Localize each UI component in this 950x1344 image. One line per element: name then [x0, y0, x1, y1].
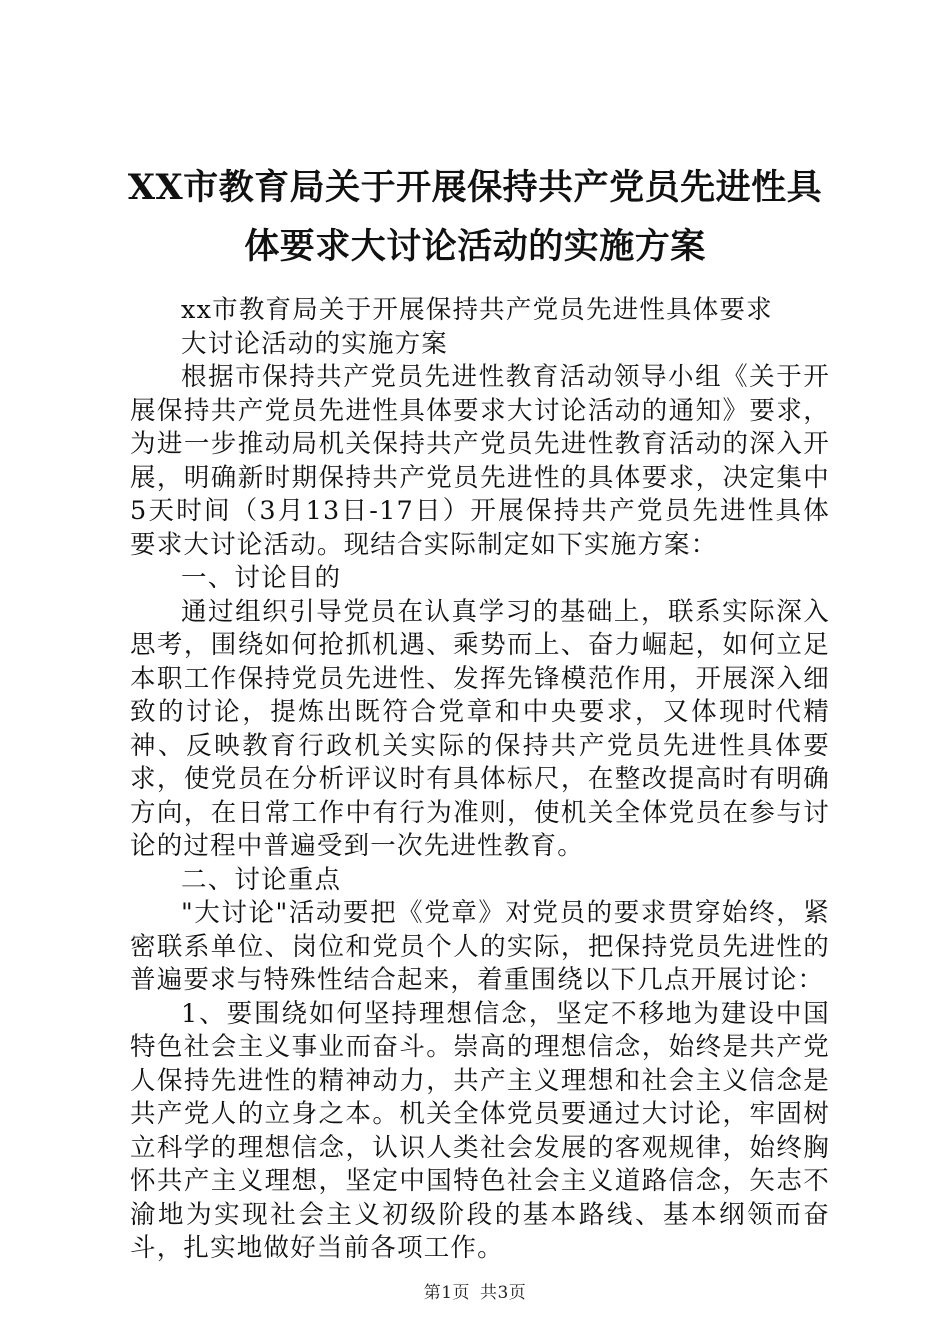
- page-number: 第1页: [423, 1283, 471, 1303]
- subtitle-line-2: 大讨论活动的实施方案: [181, 328, 449, 359]
- intro-paragraph: 根据市保持共产党员先进性教育活动领导小组《关于开展保持共产党员先进性具体要求大讨论活动的通知》要求，为进一步推动局机关保持共产党员先进性教育活动的深入开展，明确新时期保持共产党员先进性的具体要求，决定集中5天时间（3月13日-17日）开展保持共产党员先进性具体要求大讨论活动。现结合实际制定如下实施方案：: [130, 362, 830, 560]
- title-line-2: 体要求大讨论活动的实施方案: [244, 226, 706, 267]
- section-heading-focus: 二、讨论重点: [181, 864, 342, 895]
- page-total: 共3页: [479, 1283, 527, 1303]
- document-body: [130, 294, 830, 1266]
- document-title: [120, 158, 830, 276]
- section-heading-purpose: 一、讨论目的: [181, 563, 342, 593]
- title-line-1: XX市教育局关于开展保持共产党员先进性具: [127, 167, 823, 208]
- section-body-focus: "大讨论"活动要把《党章》对党员的要求贯穿始终，紧密联系单位、岗位和党员个人的实际，把保持党员先进性的普遍要求与特殊性结合起来，着重围绕以下几点开展讨论：: [130, 898, 830, 995]
- subtitle-line-1: xx市教育局关于开展保持共产党员先进性具体要求: [181, 295, 773, 325]
- section-body-purpose: 通过组织引导党员在认真学习的基础上，联系实际深入思考，围绕如何抢抓机遇、乘势而上、奋力崛起，如何立足本职工作保持党员先进性、发挥先锋模范作用，开展深入细致的讨论，提炼出既符合党章和中央要求，又体现时代精神、反映教育行政机关实际的保持共产党员先进性具体要求，使党员在分析评议时有具体标尺，在整改提高时有明确方向，在日常工作中有行为准则，使机关全体党员在参与讨论的过程中普遍受到一次先进性教育。: [130, 596, 830, 861]
- page-footer: [0, 1278, 950, 1303]
- list-item-1: 1、要围绕如何坚持理想信念，坚定不移地为建设中国特色社会主义事业而奋斗。崇高的理想信念，始终是共产党人保持先进性的精神动力，共产主义理想和社会主义信念是共产党人的立身之本。机关全体党员要通过大讨论，牢固树立科学的理想信念，认识人类社会发展的客观规律，始终胸怀共产主义理想，坚定中国特色社会主义道路信念，矢志不渝地为实现社会主义初级阶段的基本路线、基本纲领而奋斗，扎实地做好当前各项工作。: [130, 998, 830, 1263]
